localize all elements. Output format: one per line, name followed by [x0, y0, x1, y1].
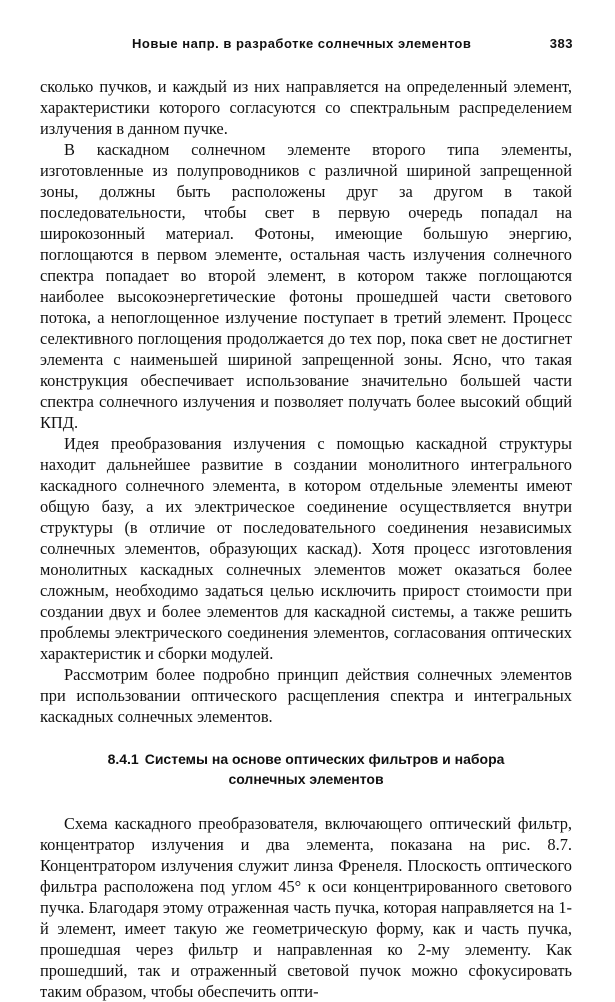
section-title-line2: солнечных элементов [228, 771, 384, 787]
page-number: 383 [549, 36, 573, 51]
section-heading [40, 749, 572, 789]
paragraph-consider: Рассмотрим более подробно принцип действия солнечных элементов при использовании оптического расщепления спектра и интегральных каскадных солнечных элементов. [40, 665, 572, 726]
paragraph-monolithic-cascade: Идея преобразования излучения с помощью каскадной структуры находит дальнейшее развитие в создании монолитного интегрального каскадного солнечного элемента, в котором отдельные элементы имеют общую базу, а их электрическое соединение осуществляется внутри структуры (в отличие от последовательного соединения независимых солнечных элементов, образующих каскад). Хотя процесс изготовления монолитных каскадных солнечных элементов может оказаться более сложным, необходимо задаться целью исключить прирост стоимости при создании двух и более элементов для каскадной системы, а также решить проблемы электрического соединения элементов, согласования оптических характеристик и сборки модулей. [40, 434, 572, 663]
section-heading-line1 [40, 749, 572, 769]
paragraph-cascade-converter-scheme: Схема каскадного преобразователя, включающего оптический фильтр, концентратор излучения и два элемента, показана на рис. 8.7. Концентратором излучения служит линза Френеля. Плоскость оптического фильтра расположена под углом 45° к оси концентрированного светового пучка. Благодаря этому отраженная часть пучка, которая направляется на 1-й элемент, имеет такую же геометрическую форму, как и часть пучка, прошедшая через фильтр и направленная ко 2-му элементу. Как прошедший, так и отраженный световой пучок можно сфокусировать таким образом, чтобы обеспечить опти- [40, 814, 572, 1001]
section-number: 8.4.1 [107, 751, 139, 767]
paragraph-continuation: сколько пучков, и каждый из них направляется на определенный элемент, характеристики которого согласуются со спектральным распределением излучения в данном пучке. [40, 77, 572, 138]
running-head-title: Новые напр. в разработке солнечных элементов [132, 36, 472, 51]
section-title-line1: Системы на основе оптических фильтров и набора [144, 751, 505, 767]
paragraph-cascade-second-type: В каскадном солнечном элементе второго типа элементы, изготовленные из полупроводников с различной шириной запрещенной зоны, должны быть расположены друг за другом в такой последовательности, чтобы свет в первую очередь попадал на широкозонный материал. Фотоны, имеющие большую энергию, поглощаются в первом элементе, остальная часть излучения солнечного спектра попадает во второй элемент, в котором также поглощаются наиболее высокоэнергетические фотоны прошедшей части светового потока, а непоглощенное излучение поступает в третий элемент. Процесс селективного поглощения продолжается до тех пор, пока свет не достигнет элемента с наименьшей шириной запрещенной зоны. Ясно, что такая конструкция обеспечивает использование значительно большей части спектра солнечного излучения и позволяет получать более высокий общий КПД. [40, 140, 572, 432]
page-body [40, 76, 572, 1002]
running-header [40, 36, 573, 56]
